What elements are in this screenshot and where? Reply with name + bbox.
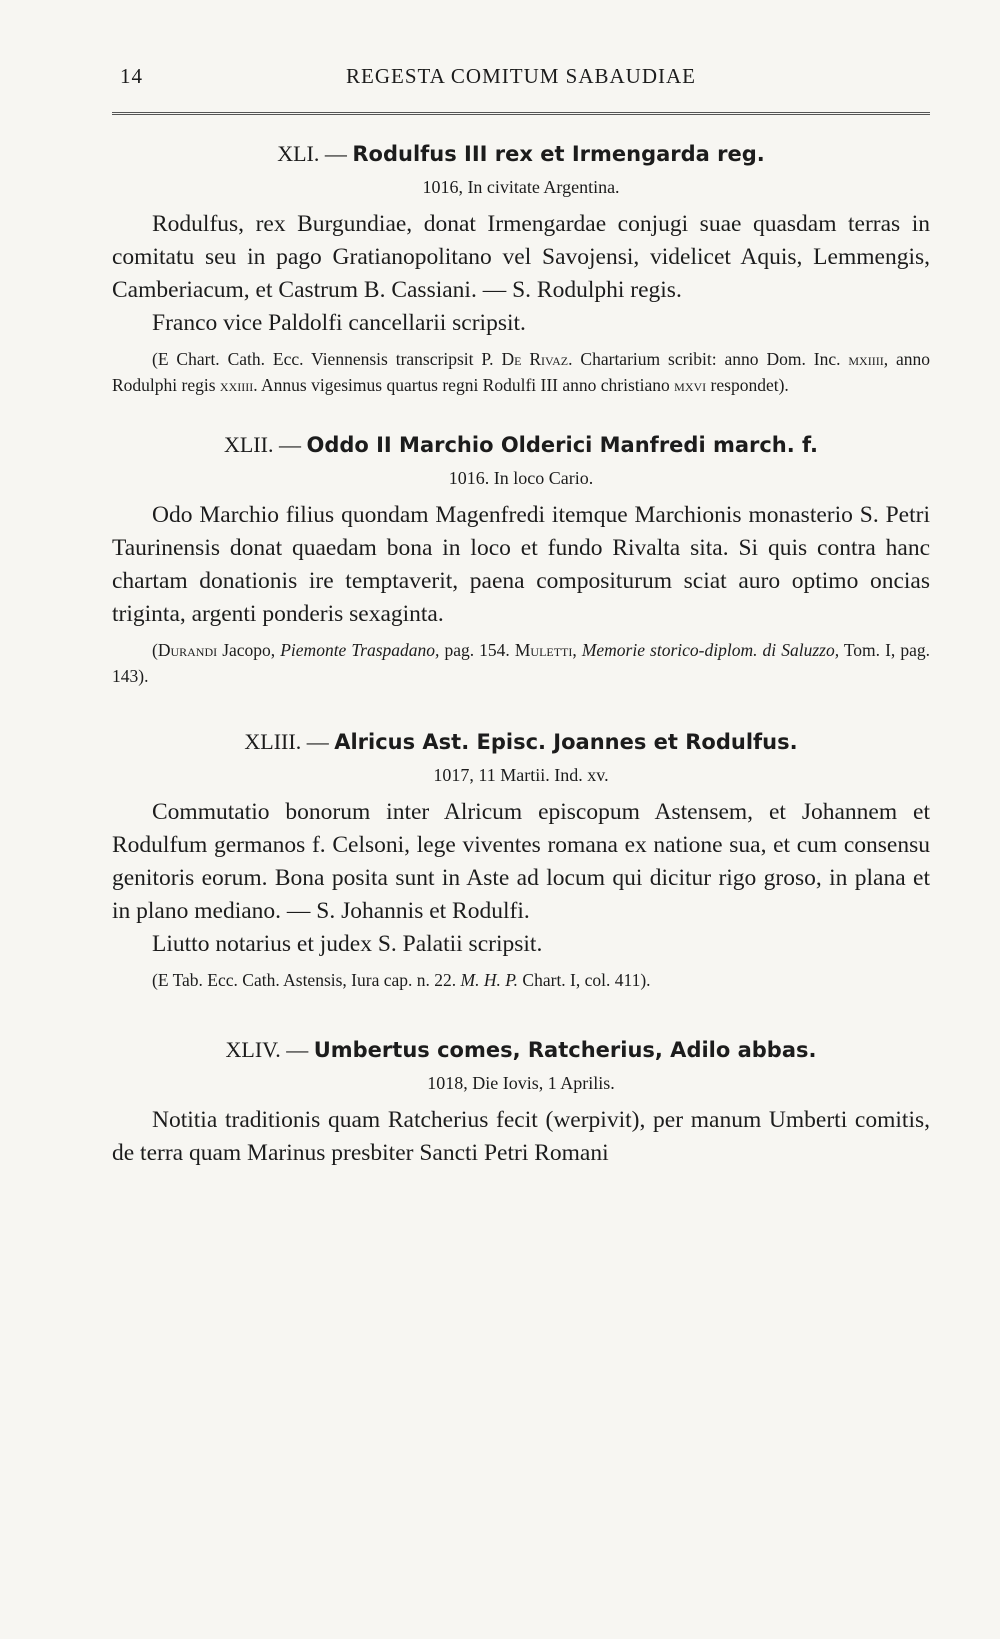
entry-heading [112, 1037, 930, 1063]
source-part: Chart. I, col. 411). [522, 970, 651, 990]
entry-body-scribe: Franco vice Paldolfi cancellarii scripsit. [152, 310, 526, 336]
source-author: Muletti, [514, 640, 577, 660]
source-part: Jacopo, [217, 640, 276, 660]
entry-dash: — [278, 432, 301, 457]
source-part: respondet). [710, 375, 789, 395]
entry-title: Rodulfus III rex et Irmengarda reg. [352, 142, 765, 166]
source-part: . Chartarium scribit: anno Dom. Inc. [568, 349, 841, 369]
running-title: REGESTA COMITUM SABAUDIAE [346, 64, 696, 88]
source-author: De Rivaz [501, 349, 569, 369]
entry-xliv [112, 1037, 930, 1170]
entry-heading [112, 141, 930, 167]
entry-body: Rodulfus, rex Burgundiae, donat Irmengardae conjugi suae quasdam terras in comitatu seu in pago Gratianopolitano vel Savojensi, videlicet Aquis, Lemmengis, Camberiacum, et Castrum B. Cassiani. — S. Rodulphi regis. [112, 211, 930, 303]
entry-title: Umbertus comes, Ratcherius, Adilo abbas. [313, 1038, 817, 1062]
page-number: 14 [120, 64, 143, 88]
entry-title: Oddo II Marchio Olderici Manfredi march. f. [306, 433, 819, 457]
entry-body: Odo Marchio filius quondam Magenfredi itemque Marchionis monasterio S. Petri Taurinensis donat quaedam bona in loco et fundo Rivalta sita. Si quis contra hanc chartam donationis ire temptaverit, paena compositurum sciat auro optimo oncias triginta, argenti ponderis sexaginta. [112, 502, 930, 627]
entry-source [112, 967, 930, 993]
entry-dash: — [306, 729, 329, 754]
entry-body-scribe: Liutto notarius et judex S. Palatii scripsit. [152, 931, 543, 957]
source-part: pag. 154. [444, 640, 510, 660]
entry-dash: — [286, 1037, 309, 1062]
source-work: Piemonte Traspadano, [280, 640, 440, 660]
entry-number: XLIII. [244, 729, 302, 754]
entry-date: 1018, Die Iovis, 1 Aprilis. [427, 1073, 615, 1093]
entry-number: XLII. [223, 432, 274, 457]
entry-xli [112, 141, 930, 398]
source-work: M. H. P. [460, 970, 519, 990]
entry-body: Notitia traditionis quam Ratcherius fecit (werpivit), per manum Umberti comitis, de terra quam Marinus presbiter Sancti Petri Romani [112, 1107, 930, 1166]
entry-number: XLIV. [225, 1037, 281, 1062]
entry-date: 1016. In loco Cario. [448, 468, 594, 488]
source-part: (E Chart. Cath. Ecc. Viennensis transcripsit P. [152, 349, 494, 369]
entry-date: 1016, In civitate Argentina. [422, 177, 620, 197]
entry-source [112, 637, 930, 689]
entry-dash: — [324, 141, 347, 166]
entry-title: Alricus Ast. Episc. Joannes et Rodulfus. [334, 730, 798, 754]
entry-xliii [112, 729, 930, 993]
source-part: (E Tab. Ecc. Cath. Astensis, Iura cap. n. 22. [152, 970, 457, 990]
running-head [112, 56, 930, 96]
entry-body: Commutatio bonorum inter Alricum episcopum Astensem, et Johannem et Rodulfum germanos f. Celsoni, lege viventes romana ex natione sua, et cum consensu genitoris eorum. Bona posita sunt in Aste ad locum qui dicitur rigo groso, in plana et in plano mediano. — S. Johannis et Rodulfi. [112, 799, 930, 924]
entry-heading [112, 729, 930, 755]
source-numeral: xxiiii [219, 375, 254, 395]
source-author: Durandi [157, 640, 218, 660]
entry-heading [112, 432, 930, 458]
entry-number: XLI. [277, 141, 320, 166]
entry-date: 1017, 11 Martii. Ind. xv. [433, 765, 609, 785]
source-numeral: mxvi [674, 375, 707, 395]
source-part: , anno Rodulphi regis [112, 349, 931, 395]
source-part: ( [152, 640, 158, 660]
source-part: . Annus vigesimus quartus regni Rodulfi III anno christiano [253, 375, 670, 395]
header-rule [112, 112, 930, 115]
source-part: Tom. I, pag. 143). [112, 640, 930, 686]
entry-xlii [112, 432, 930, 689]
source-work: Memorie storico-diplom. di Saluzzo, [581, 640, 840, 660]
entry-source [112, 346, 930, 398]
source-numeral: mxiiii [848, 349, 884, 369]
